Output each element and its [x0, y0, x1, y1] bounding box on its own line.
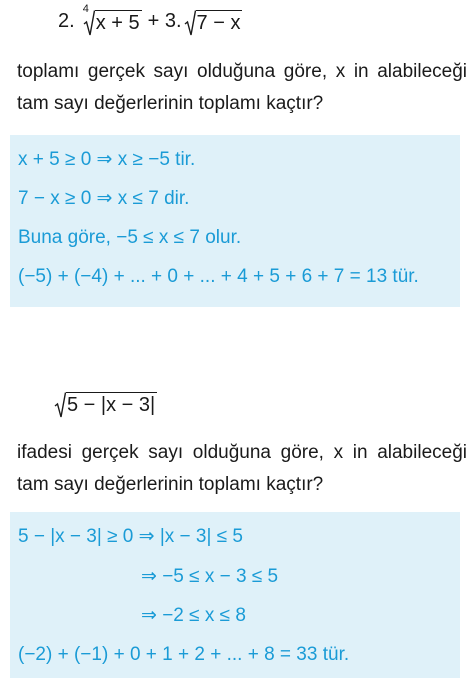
radicand: 5 − |x − 3| — [67, 394, 156, 416]
radicand-b: 7 − x — [196, 12, 241, 34]
solution-line: (−2) + (−1) + 0 + 1 + 2 + ... + 8 = 33 tür. — [18, 644, 350, 665]
radical-sign-icon — [83, 7, 95, 33]
radical-sign-icon — [54, 389, 66, 415]
solution-line: (−5) + (−4) + ... + 0 + ... + 4 + 5 + 6 + 7 = 13 tür. — [18, 266, 419, 287]
solution-line: ⇒ −2 ≤ x ≤ 8 — [141, 605, 246, 626]
square-root — [184, 7, 243, 35]
problem2-question: ifadesi gerçek sayı olduğuna göre, x in alabileceği tam sayı değerlerinin toplamı kaçtır? — [17, 442, 467, 495]
root-index: 4 — [82, 3, 89, 15]
radicand-a: x + 5 — [95, 12, 140, 34]
fourth-root — [82, 3, 142, 35]
solution-line: 7 − x ≥ 0 ⇒ x ≤ 7 dir. — [18, 188, 190, 209]
problem2-solution-box — [10, 512, 460, 678]
problem1-expression — [58, 4, 242, 38]
problem1-separator-2: . — [175, 10, 182, 32]
problem1-number: 2 — [58, 10, 70, 32]
solution-line: ⇒ −5 ≤ x − 3 ≤ 5 — [141, 566, 279, 587]
square-root — [54, 389, 157, 417]
problem1-solution-box — [10, 135, 460, 307]
problem2-expression — [54, 385, 157, 421]
solution-line: x + 5 ≥ 0 ⇒ x ≥ −5 tir. — [18, 149, 196, 170]
problem1-separator: . — [69, 10, 75, 32]
solution-line: Buna göre, −5 ≤ x ≤ 7 olur. — [18, 227, 242, 248]
problem1-question: toplamı gerçek sayı olduğuna göre, x in alabileceği tam sayı değerlerinin toplamı kaçtır? — [17, 61, 467, 114]
plus-three: + 3 — [147, 10, 176, 32]
radical-sign-icon — [184, 7, 196, 33]
solution-line: 5 − |x − 3| ≥ 0 ⇒ |x − 3| ≤ 5 — [18, 526, 243, 547]
